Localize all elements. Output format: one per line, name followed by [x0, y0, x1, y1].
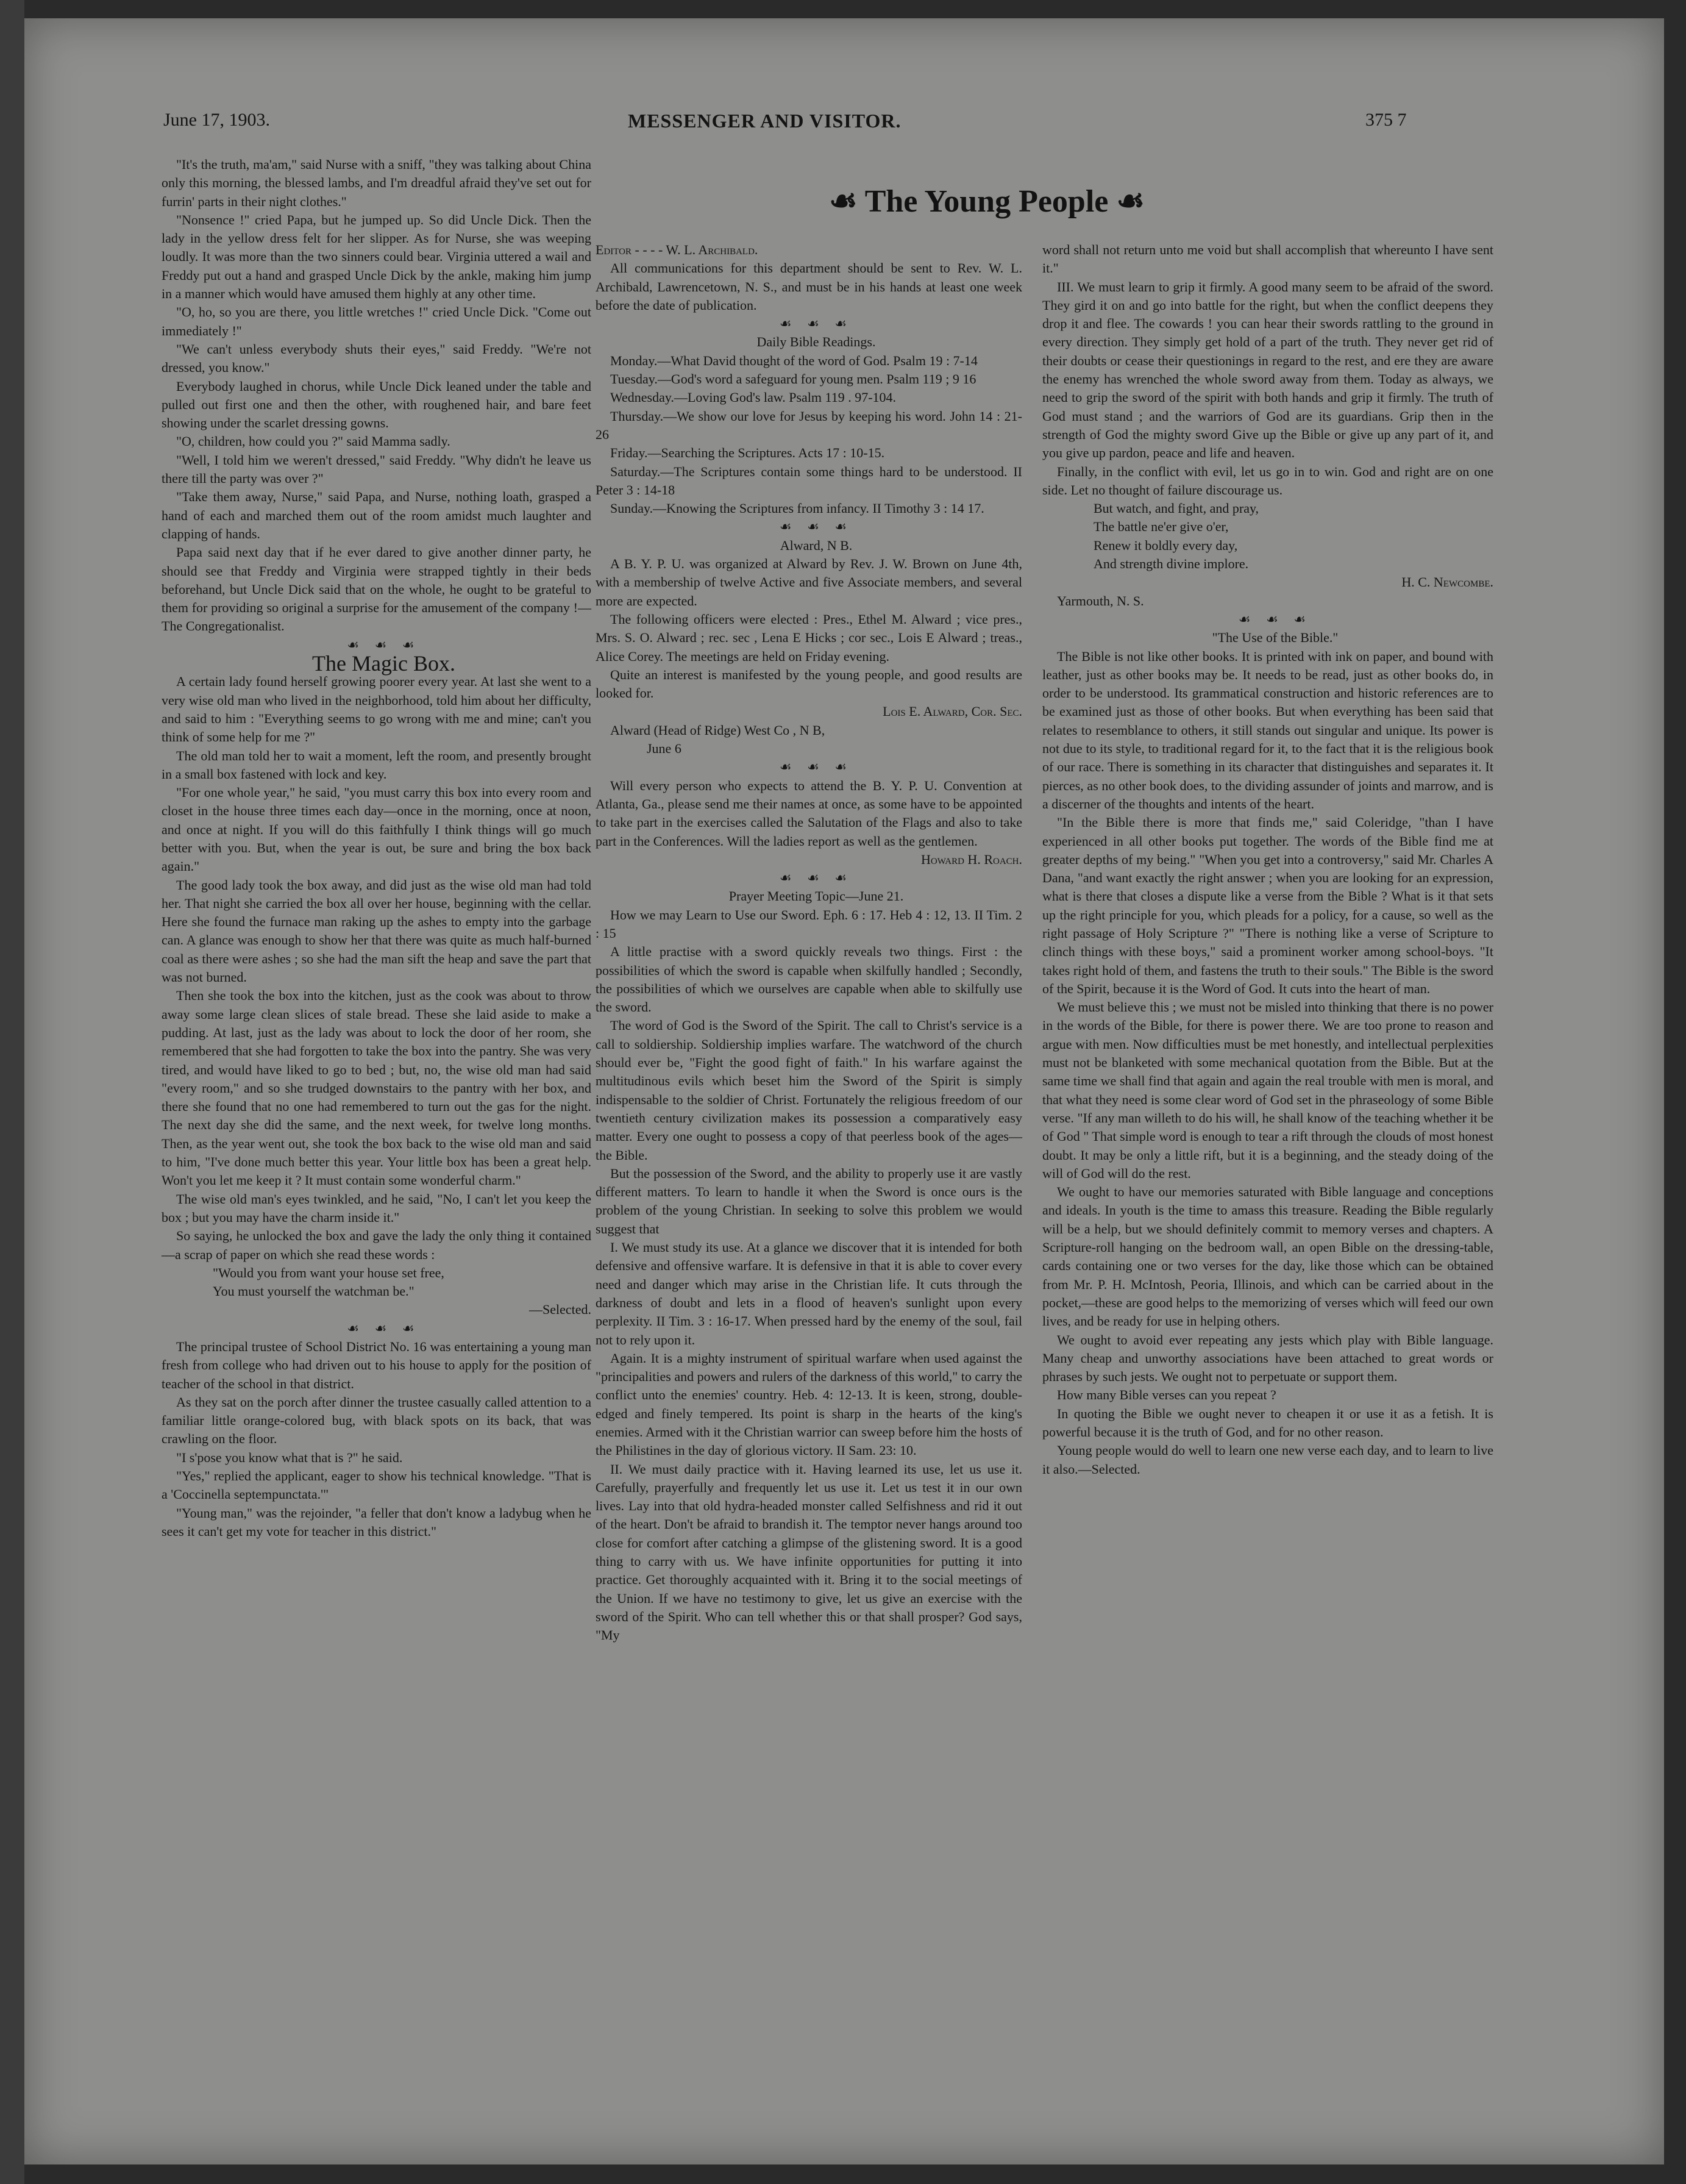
paragraph: "Take them away, Nurse," said Papa, and Nurse, nothing loath, grasped a hand of each and marched them out of the room amidst much laughter and clapping of hands.: [162, 489, 591, 541]
verse-line: But watch, and fight, and pray,: [1094, 501, 1259, 516]
subsection-title: Daily Bible Readings.: [756, 334, 876, 350]
subsection-title: Prayer Meeting Topic—June 21.: [728, 888, 904, 904]
verse-line: The battle ne'er give o'er,: [1094, 519, 1229, 535]
column-3: [1042, 241, 1493, 1479]
paragraph: Will every person who expects to attend the B. Y. P. U. Convention at Atlanta, Ga., please send me their names at once, as some have to be appointed to take part in the exercises called the Salutation of the Flags and also to take part in the Conferences. Will the ladies report as well as the gentlemen.: [596, 777, 1022, 849]
paragraph: How we may Learn to Use our Sword. Eph. 6 : 17. Heb 4 : 12, 13. II Tim. 2 : 15: [596, 907, 1022, 941]
paper-name: MESSENGER AND VISITOR.: [628, 110, 902, 132]
paragraph: Finally, in the conflict with evil, let us go in to win. God and right are on one side. Let no thought of failure discourage us.: [1042, 463, 1493, 498]
paragraph: Quite an interest is manifested by the young people, and good results are looked for.: [596, 666, 1022, 701]
paragraph: How many Bible verses can you repeat ?: [1057, 1387, 1276, 1403]
ornament-divider: ☙ ☙ ☙: [779, 316, 853, 332]
attribution: —Selected.: [528, 1302, 591, 1318]
paragraph: The wise old man's eyes twinkled, and he said, "No, I can't let you keep the box ; but you may have the charm inside it.": [162, 1191, 591, 1225]
paragraph: We ought to avoid ever repeating any jests which play with Bible language. Many cheap and unworthy associations have been attached to great words or phrases by such jests. We ought not to perpetuate or support them.: [1042, 1332, 1493, 1385]
paragraph: "We can't unless everybody shuts their eyes," said Freddy. "We're not dressed, you know.": [162, 341, 591, 376]
page-number: 375 7: [1365, 110, 1407, 130]
column-1: [162, 155, 591, 1541]
paragraph: A certain lady found herself growing poorer every year. At last she went to a very wise old man who lived in the neighborhood, told him about her difficulty, and said to him : "Everything seems to go wrong with me and mine; can't you think of some help for me ?": [162, 674, 591, 745]
paragraph: word shall not return unto me void but shall accomplish that whereunto I have sent it.": [1042, 242, 1493, 276]
address-line: Alward (Head of Ridge) West Co , N B,: [610, 722, 825, 738]
paragraph: III. We must learn to grip it firmly. A good many seem to be afraid of the sword. They gird it on and go into battle for the right, but when the conflict deepens they drop it and flee. The cowards ! you can hear their swords rattling to the ground in every direction. They simply get hold of a part of the truth. They never get rid of their doubts or cease their questionings in regard to the rest, and ere they are aware the enemy has wrenched the whole sword away from them. Today as always, we need to grip the sword of the spirit with both hands and grip it firmly. The truth of God must stand ; and the warriors of God are its guardians. Grip then in the strength of God the mighty sword Give up the Bible or give up any part of it, and you give up pardon, peace and life and heaven.: [1042, 279, 1493, 461]
verse-line: And strength divine implore.: [1094, 556, 1249, 572]
paragraph: The principal trustee of School District No. 16 was entertaining a young man fresh from college who had driven out to his house to apply for the position of teacher of the school in that district.: [162, 1339, 591, 1391]
issue-date: June 17, 1903.: [163, 110, 270, 130]
page-header: [24, 110, 1664, 146]
paragraph: Papa said next day that if he ever dared to give another dinner party, he should see that Freddy and Virginia were strapped tightly in their beds beforehand, but Uncle Dick said that on the whole, he ought to be grateful to them for providing so original a surprise for the amusement of the company !—The Congregationalist.: [162, 544, 591, 634]
paragraph: So saying, he unlocked the box and gave the lady the only thing it contained—a scrap of paper on which she read these words :: [162, 1228, 591, 1262]
paragraph: But the possession of the Sword, and the ability to properly use it are vastly different matters. To learn to handle it when the Sword is once ours is the problem of the young Christian. In seeking to solve this problem we would suggest that: [596, 1165, 1022, 1237]
paragraph: Again. It is a mighty instrument of spiritual warfare when used against the "principalities and powers and rulers of the darkness of this world," to carry the conflict unto the enemies' country. Heb. 4: 12-13. It is keen, strong, double-edged and finely tempered. Its point is sharp in the hearts of the king's enemies. Armed with it the Christian warrior can sweep before him the hosts of the Philistines in the day of glorious victory. II Sam. 23: 10.: [596, 1350, 1022, 1458]
reading-item: Thursday.—We show our love for Jesus by keeping his word. John 14 : 21-26: [596, 408, 1022, 442]
reading-item: Friday.—Searching the Scriptures. Acts 17 : 10-15.: [610, 445, 885, 461]
paragraph: "Yes," replied the applicant, eager to show his technical knowledge. "That is a 'Coccinella septempunctata.'": [162, 1468, 591, 1502]
paragraph: Everybody laughed in chorus, while Uncle Dick leaned under the table and pulled out first one and then the other, with roughened hair, and bare feet showing under the scarlet dressing gowns.: [162, 378, 591, 431]
editor-line: Editor - - - - W. L. Archibald.: [596, 242, 758, 257]
column-2: [596, 241, 1022, 1645]
scan-edge: [0, 0, 24, 2184]
paragraph: "Young man," was the rejoinder, "a feller that don't know a ladybug when he sees it can't get my vote for teacher in this district.": [162, 1505, 591, 1539]
signature: H. C. Newcombe.: [1401, 574, 1493, 590]
paragraph: Then she took the box into the kitchen, just as the cook was about to throw away some large clean slices of stale bread. These she laid aside to make a pudding. At last, just as the lady was about to lock the door of her room, she remembered that she had forgotten to take the box into the pantry. She was very tired, and would have liked to go to bed ; but, no, the wise old man had said "every room," and so she trudged downstairs to the pantry with her box, and there she found that no one had remembered to turn out the gas for the night. The next day she did the same, and the next week, for twelve long months. Then, as the year went out, she took the box back to the wise old man and said to him, "I've done much better this year. Your little box has been a great help. Won't you let me keep it ? It must contain some wonderful charm.": [162, 988, 591, 1188]
reading-item: Sunday.—Knowing the Scriptures from infancy. II Timothy 3 : 14 17.: [610, 501, 984, 516]
section-title: The Young People: [864, 184, 1109, 219]
title-ornament-right: ☙: [1116, 184, 1145, 219]
paragraph: The good lady took the box away, and did just as the wise old man had told her. That night she carried the box all over her house, beginning with the cellar. Here she found the furnace man raking up the ashes to empty into the garbage can. A glance was enough to show her that there was quite as much half-burned coal as there were ashes ; so she had the man sift the heap and save the part that was not burned.: [162, 877, 591, 985]
verse-line: "Would you from want your house set free,: [213, 1265, 444, 1280]
paragraph: "I s'pose you know what that is ?" he said.: [176, 1449, 403, 1465]
reading-item: Monday.—What David thought of the word of God. Psalm 19 : 7-14: [610, 352, 978, 368]
ornament-divider: ☙ ☙ ☙: [1238, 611, 1312, 627]
paragraph: "For one whole year," he said, "you must carry this box into every room and closet in the house three times each day—once in the morning, once at noon, and once at night. If you will do this faithfully I think things will go much better with you. But, when the year is out, be sure and bring the box back again.": [162, 785, 591, 874]
subsection-title: Alward, N B.: [780, 537, 853, 553]
paragraph: A little practise with a sword quickly reveals two things. First : the possibilities of which the sword is capable when skilfully handled ; Secondly, the possibilities of which we ourselves are capable when able to skilfully use the sword.: [596, 944, 1022, 1015]
paragraph: In quoting the Bible we ought never to cheapen it or use it as a fetish. It is powerful because it is the truth of God, and for no other reason.: [1042, 1405, 1493, 1440]
verse-line: Renew it boldly every day,: [1094, 537, 1238, 553]
paragraph: A B. Y. P. U. was organized at Alward by Rev. J. W. Brown on June 4th, with a membership of twelve Active and five Associate members, and several more are expected.: [596, 556, 1022, 608]
paragraph: The word of God is the Sword of the Spirit. The call to Christ's service is a call to soldiership. Soldiership implies warfare. The watchword of the church should ever be, "Fight the good fight of faith." In his warfare against the multitudinous evils which beset him the Sword of the Spirit is simply indispensable to the soldier of Christ. Fortunately the religious freedom of our twentieth century civilization makes its possession a comparatively easy matter. Every one ought to possess a copy of that peerless book of the ages—the Bible.: [596, 1018, 1022, 1163]
paragraph: "O, children, how could you ?" said Mamma sadly.: [176, 434, 450, 449]
ornament-divider: ☙ ☙ ☙: [779, 870, 853, 886]
title-ornament-left: ☙: [829, 184, 858, 219]
ornament-divider: ☙ ☙ ☙: [347, 1320, 421, 1336]
paragraph: II. We must daily practice with it. Having learned its use, let us use it. Carefully, prayerfully and frequently let us use it. Let us test it in our own lives. Lay into that old hydra-headed monster called Selfishness and rid it out of the heart. Don't be afraid to brandish it. The temptor never hangs around too close for comfort after catching a glimpse of the glistening sword. It is a good thing to carry with us. We have infinite opportunities for putting it into practice. Get thoroughly acquainted with it. Bring it to the social meetings of the Union. If we have no testimony to give, let us give an exercise with the sword of the Spirit. Who can tell whether this or that shall prosper? God says, "My: [596, 1461, 1022, 1643]
reading-item: Saturday.—The Scriptures contain some things hard to be understood. II Peter 3 : 14-18: [596, 463, 1022, 498]
paragraph: Young people would do well to learn one new verse each day, and to learn to live it also.—Selected.: [1042, 1443, 1493, 1477]
paragraph: "O, ho, so you are there, you little wretches !" cried Uncle Dick. "Come out immediately !": [162, 304, 591, 338]
ornament-divider: ☙ ☙ ☙: [347, 637, 421, 652]
paragraph: "Nonsence !" cried Papa, but he jumped up. So did Uncle Dick. Then the lady in the yellow dress felt for her slipper. As for Nurse, she was weeping loudly. It was more than the two sinners could bear. Virginia uttered a wail and Freddy put out a hand and grasped Uncle Dick by the ankle, making him jump in a manner which would have amused them highly at any other time.: [162, 212, 591, 302]
paragraph: "In the Bible there is more that finds me," said Coleridge, "than I have experienced in all other books put together. The words of the Bible find me at greater depths of my being." "When you get into a controversy," said Mr. Charles A Dana, "and want exactly the right answer ; when you are looking for an expression, what is there that closes a dispute like a verse from the Bible ? What is it that sets up the right principle for you, which pleads for a policy, for a cause, so well as the right passage of Holy Scripture ?" "There is nothing like a verse of Scripture to clinch things with these boys," said a prominent worker among school-boys. "It takes right hold of them, and fastens the truth to their souls." The Bible is the sword of the Spirit, because it is the Word of God. It cuts into the heart of man.: [1042, 815, 1493, 996]
paragraph: The Bible is not like other books. It is printed with ink on paper, and bound with leather, just as other books may be. It needs to be read, just as other books do, in order to be understood. Its grammatical construction and historic references are to be examined just as those of other books. But when everything has been said that relates to resemblance to others, it still stands out singular and unique. Its power is not due to its style, to traditional regard for it, to the fact that it is the religious book of our race. There is something in its character that distinguishes and separates it. It pierces, as no other book does, to the dividing assunder of joints and marrow, and is a discerner of the thoughts and intents of the heart.: [1042, 648, 1493, 812]
subsection-title: "The Use of the Bible.": [1212, 630, 1339, 646]
reading-item: Tuesday.—God's word a safeguard for young men. Psalm 119 ; 9 16: [610, 371, 976, 387]
reading-item: Wednesday.—Loving God's law. Psalm 119 . 97-104.: [610, 390, 897, 405]
article-title: The Magic Box.: [312, 651, 455, 676]
ornament-divider: ☙ ☙ ☙: [779, 519, 853, 535]
paragraph: All communications for this department should be sent to Rev. W. L. Archibald, Lawrencetown, N. S., and must be in his hands at least one week before the date of publication.: [596, 260, 1022, 313]
paragraph: The old man told her to wait a moment, left the room, and presently brought in a small box fastened with lock and key.: [162, 748, 591, 782]
date-line: June 6: [647, 741, 681, 757]
signature: Howard H. Roach.: [921, 851, 1022, 867]
section-title-block: [829, 183, 1145, 219]
paragraph: The following officers were elected : Pres., Ethel M. Alward ; vice pres., Mrs. S. O. Alward ; rec. sec , Lena E Hicks ; cor sec., Lois E Alward ; treas., Alice Corey. The meetings are held on Friday evening.: [596, 611, 1022, 664]
newspaper-page: [24, 18, 1664, 2164]
paragraph: As they sat on the porch after dinner the trustee casually called attention to a familiar little orange-colored bug, with black spots on its back, that was crawling on the floor.: [162, 1394, 591, 1447]
signature: Lois E. Alward, Cor. Sec.: [883, 704, 1022, 719]
place-line: Yarmouth, N. S.: [1057, 593, 1144, 608]
paragraph: We must believe this ; we must not be misled into thinking that there is no power in the words of the Bible, for there is power there. We are too prone to reason and argue with men. Now difficulties must be met honestly, and intellectual perplexities must not be blanketed with some mechanical quotation from the Bible. But at the same time we shall find that again and again the real trouble with men is moral, and that what they need is some clear word of God set in the phraseology of some Bible verse. "If any man willeth to do his will, he shall know of the teaching whether it be of God " That simple word is enough to tear a rift through the clouds of most honest doubt. It may be only a little rift, but it is a beginning, and the steady doing of the will of God will do the rest.: [1042, 999, 1493, 1181]
paragraph: "It's the truth, ma'am," said Nurse with a sniff, "they was talking about China only this morning, the blessed lambs, and I'm dreadful afraid they've set out for furrin' parts in their night clothes.": [162, 157, 591, 209]
paragraph: We ought to have our memories saturated with Bible language and conceptions and ideals. In youth is the time to amass this treasure. Reading the Bible regularly will be a help, but we should definitely commit to memory verses and chapters. A Scripture-roll hanging on the bedroom wall, an open Bible on the dressing-table, cards containing one or two verses for the day, like those which can be obtained from Mr. P. H. McIntosh, Peoria, Illinois, and which can be carried about in the pocket,—these are good helps to the memorizing of verses which will feed our own lives, and be ready for use in helping others.: [1042, 1184, 1493, 1329]
ornament-divider: ☙ ☙ ☙: [779, 759, 853, 775]
paragraph: "Well, I told him we weren't dressed," said Freddy. "Why didn't he leave us there till the party was over ?": [162, 452, 591, 487]
verse-line: You must yourself the watchman be.": [213, 1283, 414, 1299]
paragraph: I. We must study its use. At a glance we discover that it is intended for both defensive and offensive warfare. It is defensive in that it is able to cover every need and danger which may arise in the Christian life. It cuts through the darkness of doubt and lets in a flood of heaven's sunlight upon every perplexity. II Tim. 3 : 16-17. When pressed hard by the enemy of the soul, fail not to rely upon it.: [596, 1240, 1022, 1347]
